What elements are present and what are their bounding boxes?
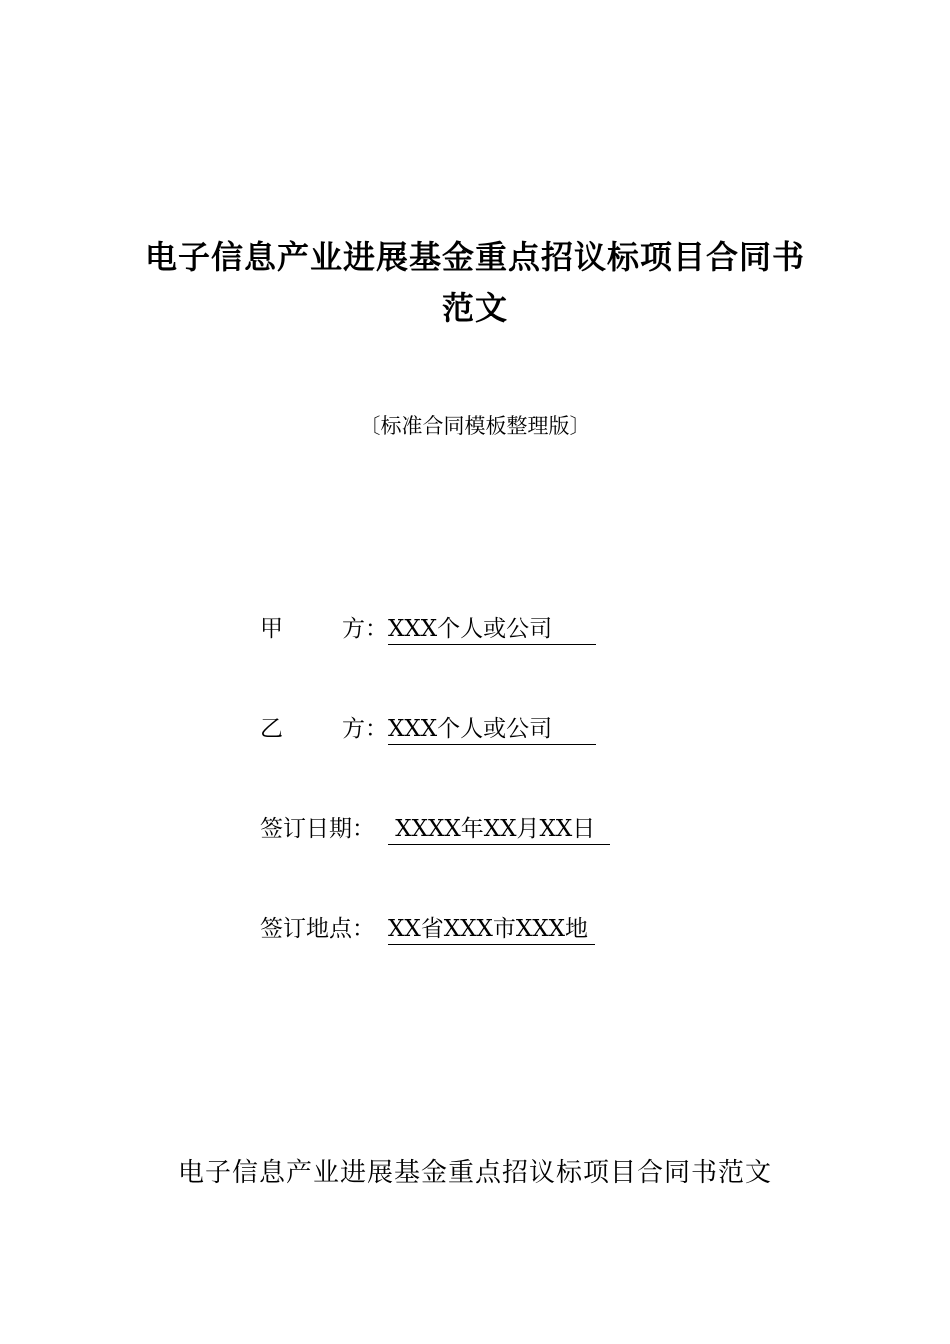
- sign-date-label: 签订日期：: [260, 816, 375, 842]
- document-title-line1: 电子信息产业进展基金重点招议标项目合同书: [144, 238, 805, 276]
- sign-place-label: 签订地点：: [260, 916, 375, 942]
- party-b-value: XXX个人或公司: [388, 710, 596, 745]
- sign-place-field: [260, 910, 595, 945]
- sign-date-value: XXXX年XX月XX日: [388, 810, 610, 845]
- party-b-label: [260, 710, 388, 743]
- party-b-label-char2: 方：: [342, 716, 388, 742]
- document-title-line2: 范文: [441, 289, 508, 327]
- sign-date-field: [260, 810, 610, 845]
- party-b-field: [260, 710, 596, 745]
- footer-title: 电子信息产业进展基金重点招议标项目合同书范文: [177, 1158, 772, 1188]
- party-a-label-char1: 甲: [260, 616, 283, 642]
- party-a-label: [260, 610, 388, 643]
- party-b-label-char1: 乙: [260, 716, 283, 742]
- sign-place-value: XX省XXX市XXX地: [388, 910, 595, 945]
- document-subtitle: 〔标准合同模板整理版〕: [359, 414, 591, 438]
- party-a-field: [260, 610, 596, 645]
- party-a-label-char2: 方：: [342, 616, 388, 642]
- party-a-value: XXX个人或公司: [388, 610, 596, 645]
